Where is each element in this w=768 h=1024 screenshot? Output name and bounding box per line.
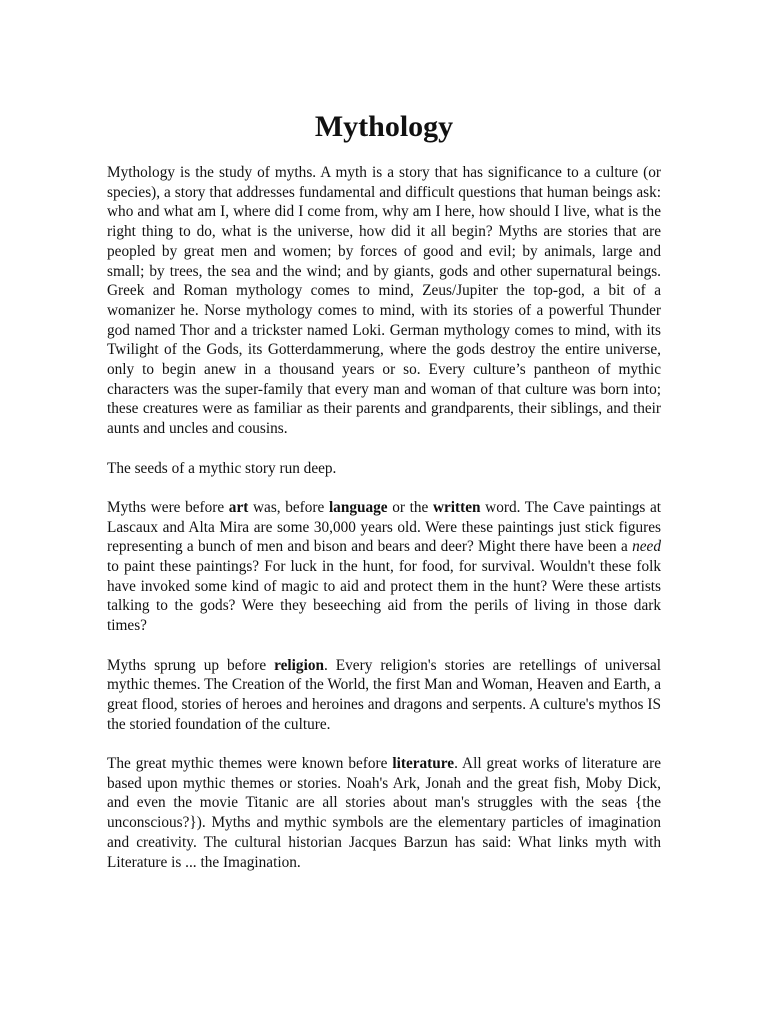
text-run: . Every religion's stories are retellings of universal mythic themes. The Creation of the World, the first Man and Woman, Heaven and Earth, a great flood, stories of heroes and heroines and dragons and serpents. A culture's mythos IS the storied foundation of the culture. [107, 656, 661, 733]
page-title: Mythology [314, 110, 454, 143]
emphasis-literature: literature [392, 755, 455, 773]
paragraph-intro: Mythology is the study of myths. A myth is a story that has significance to a culture (or species), a story that addresses fundamental and difficult questions that human beings ask: who and what am I, where did I come from, why am I here, how should I live, what is the right thing to do, what is the universe, how did it all begin? Myths are stories that are peopled by great men and women; by forces of good and evil; by animals, large and small; by trees, the sea and the wind; and by giants, gods and other supernatural beings. Greek and Roman mythology comes to mind, Zeus/Jupiter the top-god, a bit of a womanizer he. Norse mythology comes to mind, with its stories of a powerful Thunder god named Thor and a trickster named Loki. German mythology comes to mind, with its Twilight of the Gods, its Gotterdammerung, where the gods destroy the entire universe, only to begin anew in a thousand years or so. Every culture’s pantheon of mythic characters was the super-family that every man and woman of that culture was born into; these creatures were as familiar as their parents and grandparents, their siblings, and their aunts and uncles and cousins. [107, 164, 661, 438]
document-body [107, 163, 661, 892]
paragraph-seeds: The seeds of a mythic story run deep. [107, 459, 337, 477]
text-run: Myths were before [107, 498, 229, 516]
paragraph-literature [107, 754, 661, 872]
text-run: . All great works of literature are based upon mythic themes or stories. Noah's Ark, Jonah and the great fish, Moby Dick, and even the movie Titanic are all stories about man's struggles with the seas {the unconscious?}). Myths and mythic symbols are the elementary particles of imagination and creativity. The cultural historian Jacques Barzun has said: What links myth with Literature is ... the Imagination. [107, 755, 661, 871]
paragraph-religion [107, 656, 661, 735]
text-run: or the [387, 498, 433, 516]
text-run: to paint these paintings? For luck in the hunt, for food, for survival. Wouldn't these folk have invoked some kind of magic to aid and protect them in the hunt? Were these artists talking to the gods? Were they beseeching aid from the perils of living in those dark times? [107, 558, 661, 635]
text-run: was, before [248, 498, 329, 516]
paragraph-art [107, 498, 661, 636]
text-run: The great mythic themes were known before [107, 755, 393, 773]
emphasis-religion: religion [274, 656, 324, 674]
emphasis-art: art [228, 498, 249, 516]
emphasis-written: written [432, 498, 481, 516]
emphasis-need: need [632, 538, 661, 556]
text-run: word. The Cave paintings at Lascaux and Alta Mira are some 30,000 years old. Were these paintings just stick figures representing a bunch of men and bison and bears and deer? Might there have been a [107, 498, 662, 556]
emphasis-language: language [328, 498, 388, 516]
text-run: Myths sprung up before [107, 656, 275, 674]
